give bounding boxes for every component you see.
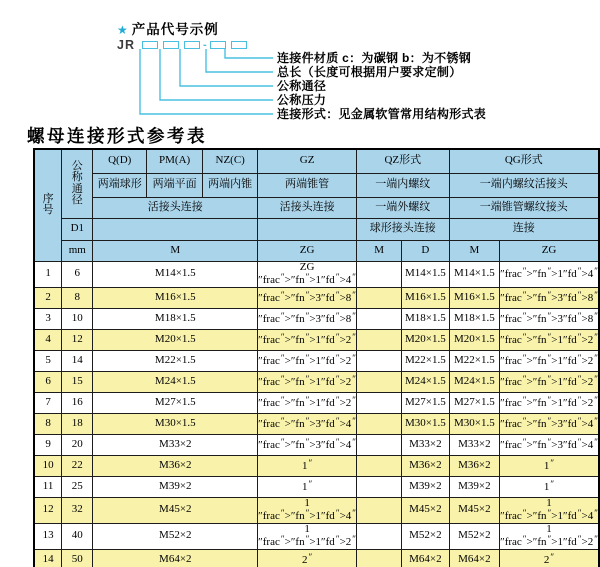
table-row xyxy=(34,549,599,567)
table-row xyxy=(34,455,599,476)
header-cell xyxy=(93,218,258,240)
qz-d-cell: M16×1.5 xyxy=(402,287,449,308)
header-cell: 一端内螺纹活接头 xyxy=(449,173,599,197)
seq-cell: 1 xyxy=(34,261,62,287)
table-row xyxy=(34,523,599,549)
m-thread-cell: M20×1.5 xyxy=(93,329,258,350)
m-thread-cell: M39×2 xyxy=(93,476,258,497)
header-cell: 连接 xyxy=(449,218,599,240)
seq-cell: 13 xyxy=(34,523,62,549)
dn-cell: 12 xyxy=(62,329,93,350)
gz-cell: ″frac″>″fn″>1″fd″>2″ xyxy=(258,371,357,392)
m-thread-cell: M22×1.5 xyxy=(93,350,258,371)
qz-d-cell: M30×1.5 xyxy=(402,413,449,434)
dn-cell: 6 xyxy=(62,261,93,287)
header-cell: ZG xyxy=(500,240,599,261)
header-cell: NZ(C) xyxy=(203,149,258,173)
qz-m-cell xyxy=(357,523,402,549)
qz-d-cell: M39×2 xyxy=(402,476,449,497)
qg-m-cell: M18×1.5 xyxy=(449,308,500,329)
qz-d-cell: M52×2 xyxy=(402,523,449,549)
dn-cell: 15 xyxy=(62,371,93,392)
table-title: 螺母连接形式参考表 xyxy=(27,126,207,146)
table-row xyxy=(34,497,599,523)
seq-cell: 6 xyxy=(34,371,62,392)
header-cell: 两端平面 xyxy=(147,173,203,197)
qz-d-cell: M22×1.5 xyxy=(402,350,449,371)
table-row xyxy=(34,329,599,350)
header-cell: 一端外螺纹 xyxy=(357,197,450,218)
qz-d-cell: M33×2 xyxy=(402,434,449,455)
m-thread-cell: M45×2 xyxy=(93,497,258,523)
header-row xyxy=(34,149,599,173)
m-thread-cell: M24×1.5 xyxy=(93,371,258,392)
qg-m-cell: M27×1.5 xyxy=(449,392,500,413)
table-row xyxy=(34,434,599,455)
table-row xyxy=(34,287,599,308)
qz-d-cell: M45×2 xyxy=(402,497,449,523)
qz-m-cell xyxy=(357,287,402,308)
qg-zg-cell: 1 ″frac″>″fn″>1″fd″>2″ xyxy=(500,523,598,549)
qg-zg-cell: 1″ xyxy=(500,476,599,497)
m-thread-cell: M14×1.5 xyxy=(93,261,258,287)
m-thread-cell: M52×2 xyxy=(93,523,258,549)
qg-m-cell: M64×2 xyxy=(449,549,500,567)
seq-cell: 2 xyxy=(34,287,62,308)
qg-m-cell: M36×2 xyxy=(449,455,500,476)
qg-zg-cell: 2″ xyxy=(500,549,599,567)
dn-cell: 8 xyxy=(62,287,93,308)
header-cell: mm xyxy=(62,240,93,261)
gz-cell: 1 ″frac″>″fn″>1″fd″>4″ xyxy=(258,497,357,523)
seq-cell: 11 xyxy=(34,476,62,497)
dn-cell: 22 xyxy=(62,455,93,476)
qg-m-cell: M22×1.5 xyxy=(449,350,500,371)
header-cell: PM(A) xyxy=(147,149,203,173)
dn-cell: 20 xyxy=(62,434,93,455)
code-prefix: JR xyxy=(117,38,135,52)
qz-m-cell xyxy=(357,392,402,413)
seq-cell: 9 xyxy=(34,434,62,455)
table-row xyxy=(34,371,599,392)
table-row xyxy=(34,476,599,497)
header-cell: ZG xyxy=(258,240,357,261)
qz-m-cell xyxy=(357,371,402,392)
qg-zg-cell: ″frac″>″fn″>1″fd″>4″ xyxy=(500,261,599,287)
seq-cell: 5 xyxy=(34,350,62,371)
header-cell: 公 称 通 径 xyxy=(62,149,93,218)
m-thread-cell: M36×2 xyxy=(93,455,258,476)
gz-cell: ″frac″>″fn″>3″fd″>4″ xyxy=(258,434,357,455)
header-cell: GZ xyxy=(258,149,357,173)
star-icon: ★ xyxy=(117,23,129,37)
header-cell: 两端球形 xyxy=(93,173,147,197)
header-cell: M xyxy=(357,240,402,261)
qz-d-cell: M14×1.5 xyxy=(402,261,449,287)
dn-cell: 50 xyxy=(62,549,93,567)
qg-zg-cell: ″frac″>″fn″>3″fd″>8″ xyxy=(500,308,599,329)
m-thread-cell: M33×2 xyxy=(93,434,258,455)
nut-connection-reference-table xyxy=(33,148,600,567)
m-thread-cell: M30×1.5 xyxy=(93,413,258,434)
qz-m-cell xyxy=(357,261,402,287)
qg-m-cell: M30×1.5 xyxy=(449,413,500,434)
qg-zg-cell: ″frac″>″fn″>1″fd″>2″ xyxy=(500,329,599,350)
qg-m-cell: M16×1.5 xyxy=(449,287,500,308)
table-row xyxy=(34,261,599,287)
qg-zg-cell: ″frac″>″fn″>3″fd″>4″ xyxy=(500,434,599,455)
code-label-conn-form: 连接形式：见金属软管常用结构形式表 xyxy=(277,107,487,121)
gz-cell: 1″ xyxy=(258,455,357,476)
header-cell: M xyxy=(449,240,500,261)
gz-cell: ″frac″>″fn″>3″fd″>8″ xyxy=(258,308,357,329)
code-label-pressure: 公称压力 xyxy=(277,93,327,107)
qz-d-cell: M18×1.5 xyxy=(402,308,449,329)
header-row xyxy=(34,240,599,261)
gz-cell: ″frac″>″fn″>3″fd″>4″ xyxy=(258,413,357,434)
qg-zg-cell: ″frac″>″fn″>1″fd″>2″ xyxy=(500,350,599,371)
qz-m-cell xyxy=(357,549,402,567)
dn-cell: 25 xyxy=(62,476,93,497)
header-cell: Q(D) xyxy=(93,149,147,173)
qg-m-cell: M14×1.5 xyxy=(449,261,500,287)
seq-cell: 14 xyxy=(34,549,62,567)
qz-m-cell xyxy=(357,329,402,350)
seq-cell: 10 xyxy=(34,455,62,476)
qg-zg-cell: ″frac″>″fn″>3″fd″>8″ xyxy=(500,287,599,308)
header-cell: QG形式 xyxy=(449,149,599,173)
qz-m-cell xyxy=(357,434,402,455)
dn-cell: 16 xyxy=(62,392,93,413)
qg-m-cell: M24×1.5 xyxy=(449,371,500,392)
header-cell: 序 号 xyxy=(34,149,62,261)
gz-cell: ″frac″>″fn″>1″fd″>2″ xyxy=(258,329,357,350)
table-row xyxy=(34,308,599,329)
header-cell: D1 xyxy=(62,218,93,240)
qz-d-cell: M24×1.5 xyxy=(402,371,449,392)
seq-cell: 12 xyxy=(34,497,62,523)
qg-zg-cell: 1 ″frac″>″fn″>1″fd″>4″ xyxy=(500,497,598,523)
gz-cell: 1 ″frac″>″fn″>1″fd″>2″ xyxy=(258,523,357,549)
code-label-material: 连接件材质 c：为碳钢 b：为不锈钢 xyxy=(277,51,472,65)
qg-m-cell: M33×2 xyxy=(449,434,500,455)
m-thread-cell: M18×1.5 xyxy=(93,308,258,329)
gz-cell: ″frac″>″fn″>1″fd″>2″ xyxy=(258,392,357,413)
qz-m-cell xyxy=(357,350,402,371)
qz-d-cell: M27×1.5 xyxy=(402,392,449,413)
table-row xyxy=(34,392,599,413)
qz-d-cell: M64×2 xyxy=(402,549,449,567)
gz-cell: ″frac″>″fn″>3″fd″>8″ xyxy=(258,287,357,308)
header-cell: 球形接头连接 xyxy=(357,218,450,240)
header-cell: QZ形式 xyxy=(357,149,450,173)
seq-cell: 8 xyxy=(34,413,62,434)
dn-cell: 10 xyxy=(62,308,93,329)
gz-cell: 2″ xyxy=(258,549,357,567)
header-cell: 一端锥管螺纹接头 xyxy=(449,197,599,218)
table-body xyxy=(34,261,599,567)
qz-m-cell xyxy=(357,413,402,434)
dn-cell: 14 xyxy=(62,350,93,371)
dn-cell: 32 xyxy=(62,497,93,523)
header-cell: 两端锥管 xyxy=(258,173,357,197)
qz-m-cell xyxy=(357,455,402,476)
m-thread-cell: M64×2 xyxy=(93,549,258,567)
qg-m-cell: M39×2 xyxy=(449,476,500,497)
qz-m-cell xyxy=(357,308,402,329)
table-row xyxy=(34,350,599,371)
qg-m-cell: M45×2 xyxy=(449,497,500,523)
header-row xyxy=(34,197,599,218)
gz-cell: ″frac″>″fn″>1″fd″>2″ xyxy=(258,350,357,371)
header-cell: 活接头连接 xyxy=(93,197,258,218)
qg-m-cell: M20×1.5 xyxy=(449,329,500,350)
header-cell: 两端内锥 xyxy=(203,173,258,197)
dn-cell: 40 xyxy=(62,523,93,549)
gz-cell: ZG ″frac″>″fn″>1″fd″>4″ xyxy=(258,261,357,287)
code-label-length: 总长（长度可根据用户要求定制） xyxy=(277,65,462,79)
header-cell: 活接头连接 xyxy=(258,197,357,218)
qg-zg-cell: ″frac″>″fn″>3″fd″>4″ xyxy=(500,413,599,434)
qz-d-cell: M20×1.5 xyxy=(402,329,449,350)
code-label-diameter: 公称通径 xyxy=(277,79,327,93)
product-code-heading-text: 产品代号示例 xyxy=(131,22,219,37)
m-thread-cell: M16×1.5 xyxy=(93,287,258,308)
header-row xyxy=(34,218,599,240)
qz-d-cell: M36×2 xyxy=(402,455,449,476)
code-separator: - xyxy=(202,39,207,51)
header-row xyxy=(34,173,599,197)
qg-m-cell: M52×2 xyxy=(449,523,500,549)
table-head xyxy=(34,149,599,261)
header-cell xyxy=(258,218,357,240)
qg-zg-cell: 1″ xyxy=(500,455,599,476)
qz-m-cell xyxy=(357,497,402,523)
qz-m-cell xyxy=(357,476,402,497)
qg-zg-cell: ″frac″>″fn″>1″fd″>2″ xyxy=(500,371,599,392)
seq-cell: 7 xyxy=(34,392,62,413)
header-cell: 一端内螺纹 xyxy=(357,173,450,197)
header-cell: M xyxy=(93,240,258,261)
header-cell: D xyxy=(402,240,449,261)
seq-cell: 4 xyxy=(34,329,62,350)
m-thread-cell: M27×1.5 xyxy=(93,392,258,413)
dn-cell: 18 xyxy=(62,413,93,434)
seq-cell: 3 xyxy=(34,308,62,329)
qg-zg-cell: ″frac″>″fn″>1″fd″>2″ xyxy=(500,392,599,413)
table-row xyxy=(34,413,599,434)
gz-cell: 1″ xyxy=(258,476,357,497)
